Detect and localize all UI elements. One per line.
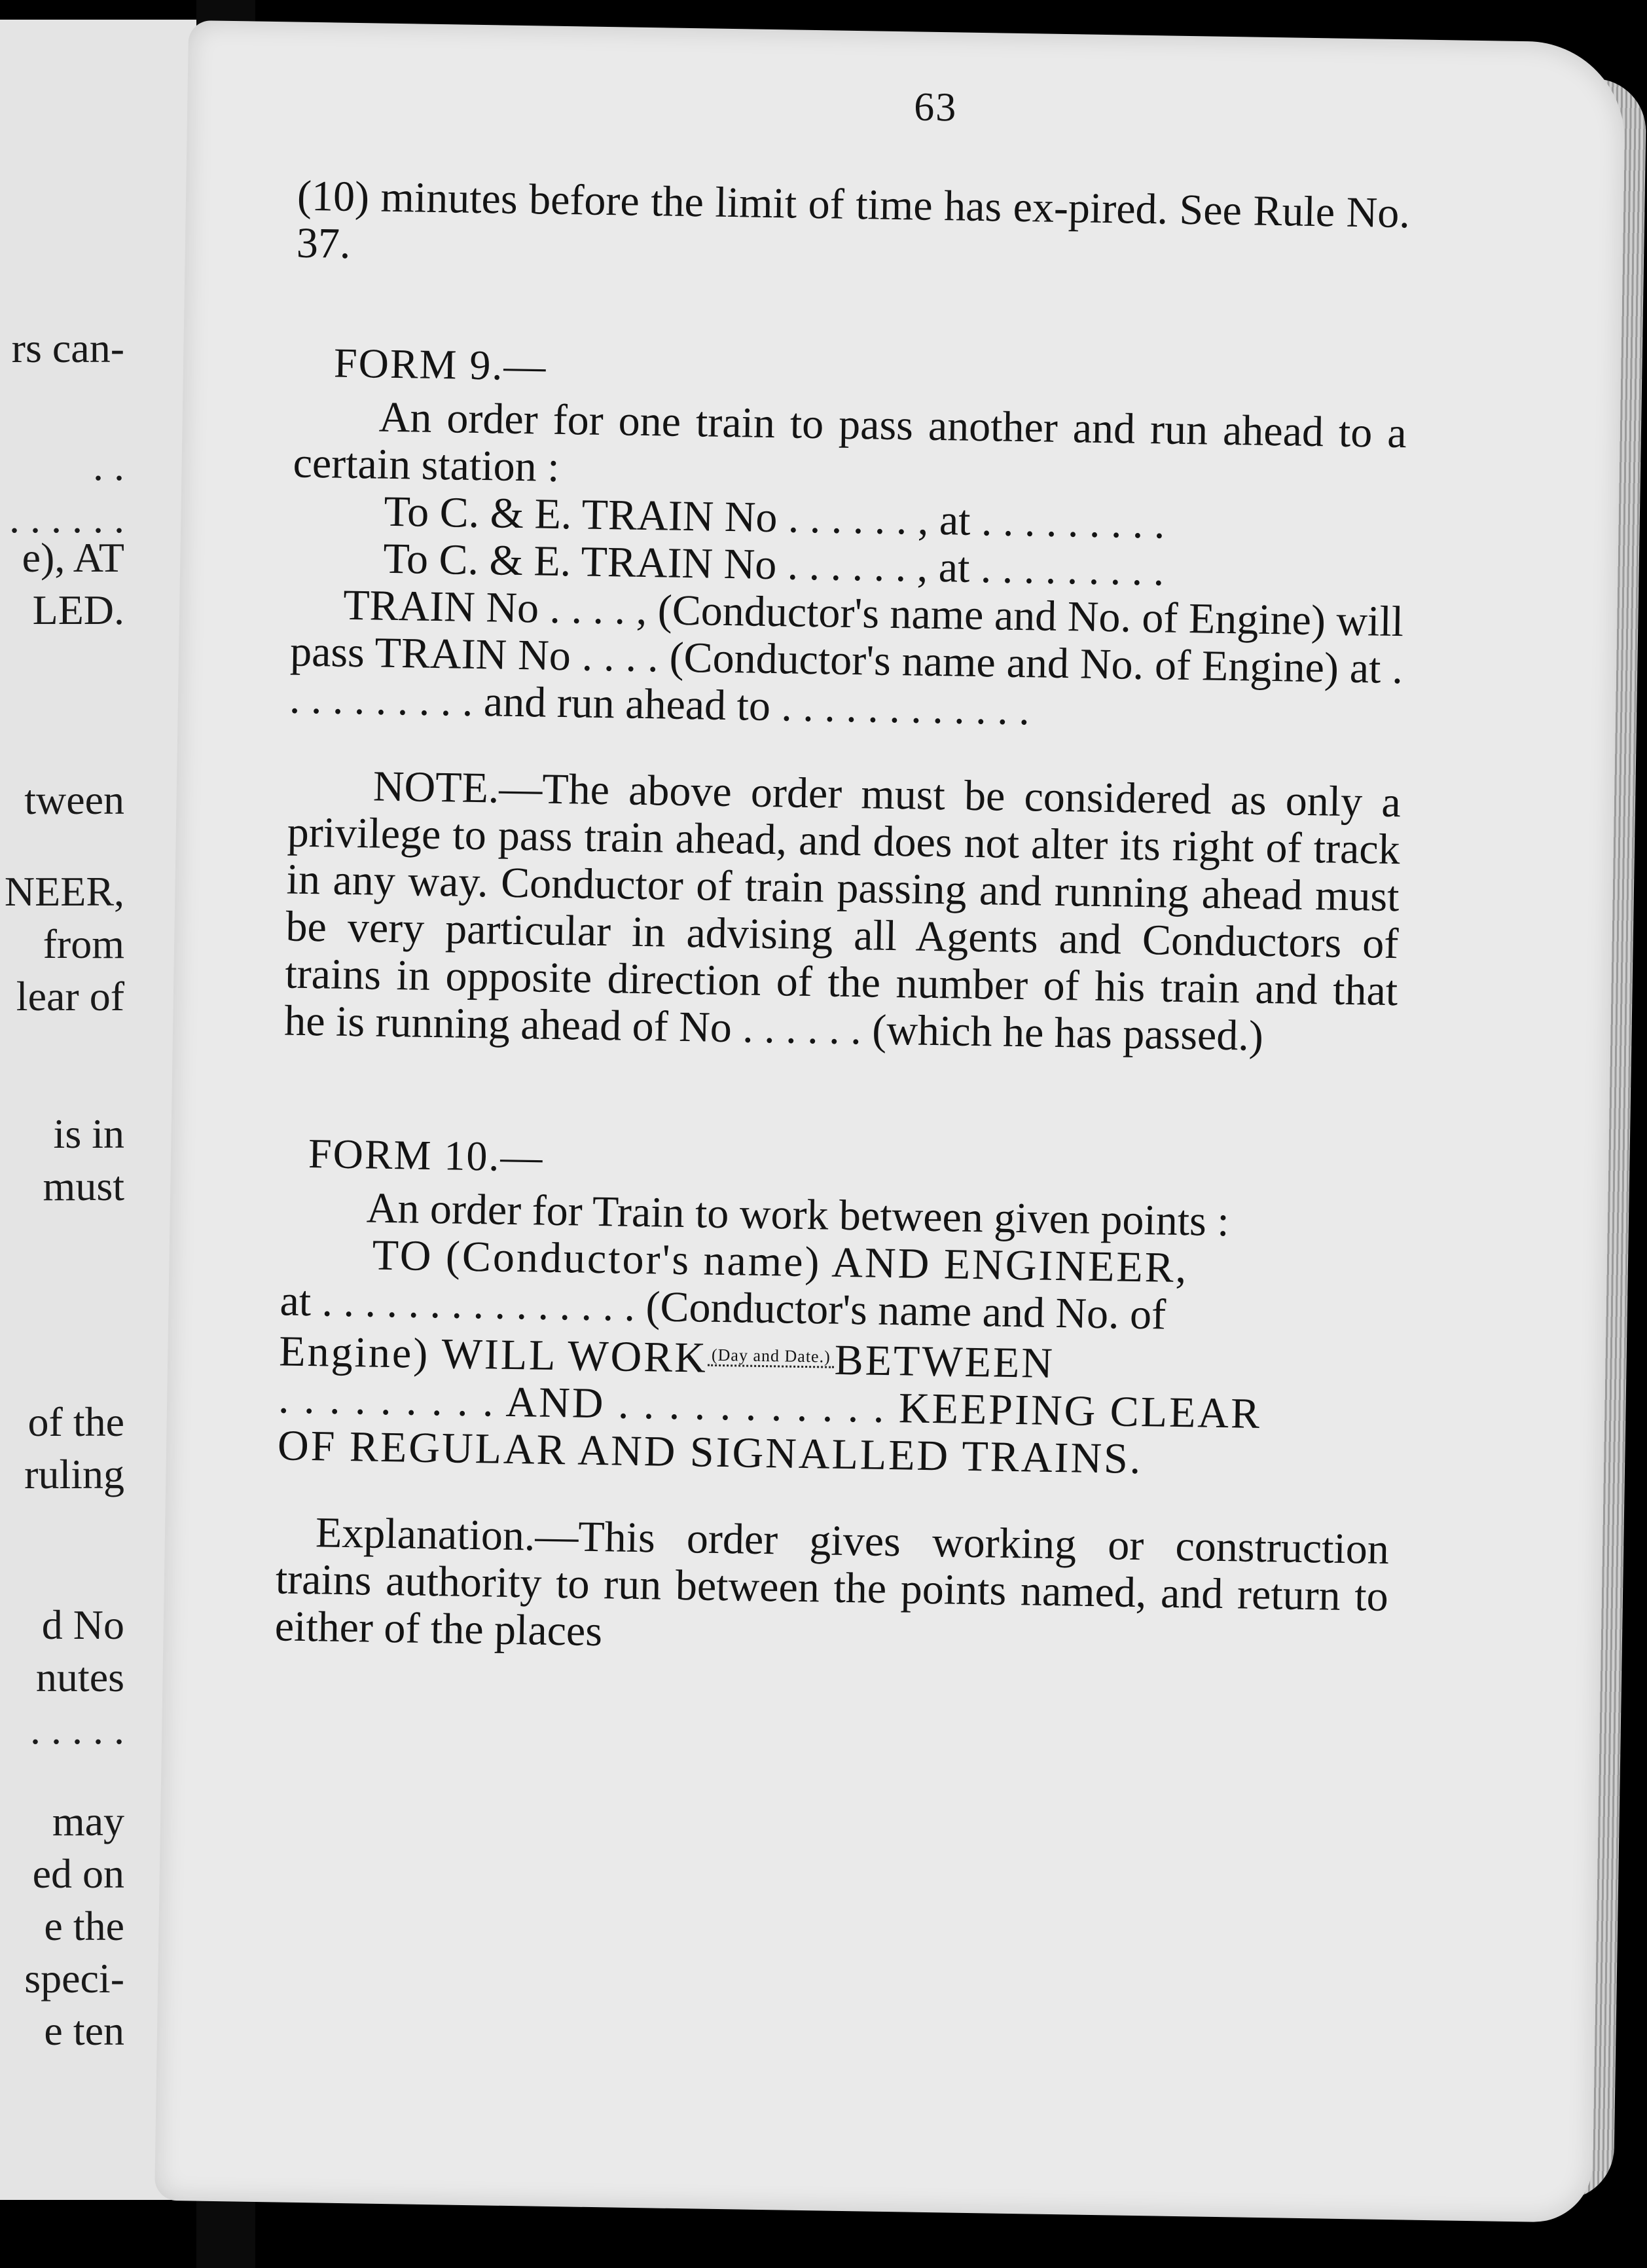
left-page-fragment: tween — [24, 777, 124, 823]
left-page-fragment: d No — [41, 1601, 124, 1648]
form10-order-line-5: OF REGULAR AND SIGNALLED TRAINS. — [277, 1421, 1143, 1484]
form10-order-line-3-end: BETWEEN — [834, 1336, 1055, 1387]
day-and-date-label: (Day and Date.) — [708, 1345, 835, 1368]
left-page-fragment: must — [43, 1163, 124, 1209]
form10-order-line-4: . . . . . . . . . AND . . . . . . . . . . . KEEPING CLEAR — [278, 1374, 1262, 1438]
left-page-fragment: . . — [93, 443, 124, 489]
left-page-fragment: . . . . . — [30, 1706, 124, 1753]
left-page-fragment: of the — [27, 1399, 124, 1445]
page-number: 63 — [913, 84, 958, 130]
form9-description: An order for one train to pass another and run ahead to a certain station : — [293, 393, 1407, 491]
left-page-fragment: may — [52, 1798, 124, 1844]
left-page-fragment: lear of — [16, 973, 124, 1019]
left-page-fragment: e), AT — [22, 534, 124, 581]
form9-body: TRAIN No . . . . , (Conductor's name and No. of Engine) will pass TRAIN No . . . . (Conductor's name and No. of Engine) at . . . . . . . . . . and run ahead to . . . . . . . . . . . . — [289, 581, 1404, 735]
left-page-fragment: nutes — [35, 1654, 124, 1700]
form10-order-line-1: TO (Conductor's name) AND ENGINEER, — [372, 1231, 1189, 1292]
form9-note: NOTE.—The above order must be considered as only a privilege to pass train ahead, and does not alter its right of track in any way. Conductor of train passing and running ahead must be very particular in advising all Agents and Conductors of trains in opposite direction of the number of his train and that he is running ahead of No . . . . . . (which he has passed.) — [283, 762, 1402, 1060]
left-page-fragment: . . . . . . — [9, 495, 124, 541]
form10-description: An order for Train to work between given points : — [366, 1184, 1230, 1246]
right-page — [154, 20, 1626, 2223]
form9-heading: FORM 9.— — [333, 339, 548, 390]
left-page-fragment: e ten — [44, 2007, 124, 2054]
left-page-fragment: ruling — [24, 1451, 124, 1497]
page-content — [274, 173, 1410, 1668]
left-page-fragment: LED. — [32, 587, 124, 633]
form9-line-1: To C. & E. TRAIN No . . . . . . , at . . . . . . . . . — [383, 487, 1166, 548]
left-page-fragment: is in — [53, 1110, 124, 1157]
left-page-fragment: rs can- — [11, 325, 124, 371]
form10-order-line-2: at . . . . . . . . . . . . . . . (Conductor's name and No. of — [280, 1277, 1167, 1339]
form9-line-2: To C. & E. TRAIN No . . . . . . , at . . . . . . . . . — [382, 534, 1165, 595]
left-page-fragment: ed on — [32, 1850, 124, 1897]
left-page-fragment: speci- — [24, 1955, 124, 2002]
form10-order-line-3-start: Engine) WILL WORK — [278, 1327, 708, 1382]
form10-heading: FORM 10.— — [308, 1130, 545, 1180]
left-page-fragment: from — [43, 921, 124, 967]
left-page-fragment: e the — [44, 1903, 124, 1949]
intro-paragraph: (10) minutes before the limit of time has ex-pired. See Rule No. 37. — [296, 172, 1411, 268]
left-page-fragment: NEER, — [4, 868, 124, 915]
form10-explanation: Explanation.—This order gives working or construction trains authority to run between the points named, and return to either of the places — [274, 1509, 1390, 1656]
